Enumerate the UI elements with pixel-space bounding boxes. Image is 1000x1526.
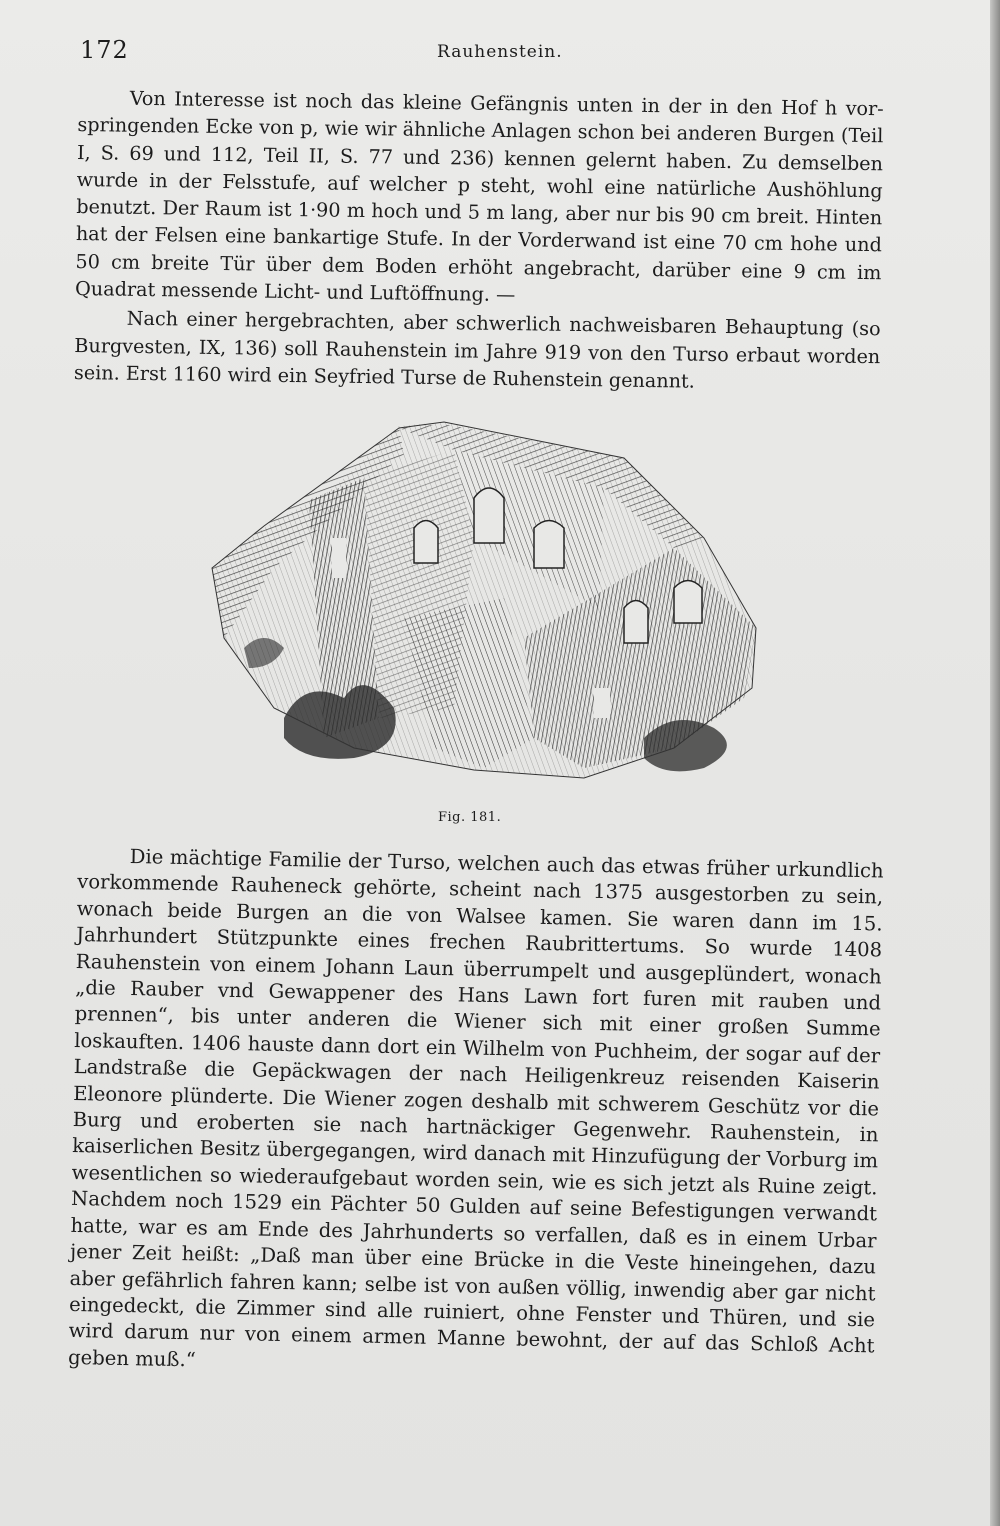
lower-text-block [68,843,884,1387]
paragraph-turso-history: Die mächtige Familie der Turso, welchen auch das etwas früher urkundlich vorkommende Rauheneck gehörte, scheint nach 1375 ausgestorben zu sein, wonach beide Burgen an die von Walsee kamen. Sie waren dann im 15. Jahrhundert Stützpunkte eines frechen Raubrittertums. So wurde 1408 Rauhenstein von einem Johann Laun überrumpelt und ausgeplündert, wonach „die Rauber vnd Gewappener des Hans Lawn fort furen mit rauben und prennen“, bis unter anderen die Wiener sich mit einer großen Summe loskauften. 1406 hauste dann dort ein Wilhelm von Puchheim, der sogar auf der Landstraße die Gepäckwagen der nach Heiligenkreuz reisenden Kaiserin Eleonore plünderte. Die Wiener zogen deshalb mit schwerem Geschütz vor die Burg und eroberten sie nach hartnäckiger Gegenwehr. Rauhenstein, in kaiserlichen Besitz übergegangen, wird danach mit Hinzufügung der Vorburg im wesentlichen so wiederaufgebaut worden sein, wie es sich jetzt als Ruine zeigt. Nachdem noch 1529 ein Pächter 50 Gulden auf seine Befestigungen verwandt hatte, war es am Ende des Jahrhunderts so verfallen, daß es in einem Urbar jener Zeit heißt: „Daß man über eine Brücke in die Veste hineingehen, dazu aber gefährlich fahren kann; selbe ist von außen völlig, inwendig aber gar nicht eingedeckt, die Zimmer sind alle ruiniert, ohne Fenster und Thüren, und sie wird darum nur von einem armen Manne bewohnt, der auf das Schloß Acht geben muß.“ [67,844,884,1372]
figure-caption: Fig. 181. [438,810,502,825]
upper-text-block [74,84,884,397]
paragraph-prison: Von Interesse ist noch das kleine Gefängnis unten in der in den Hof h vorspringenden Ecke von p, wie wir ähnliche Anlagen schon bei anderen Burgen (Teil I, S. 69 und 112, Teil II, S. 77 und 236) kennen gelernt haben. Zu demselben wurde in der Felsstufe, auf welcher p steht, wohl eine natürliche Aushöhlung benutzt. Der Raum ist 1·90 m hoch und 5 m lang, aber nur bis 90 cm breit. Hinten hat der Felsen eine bankartige Stufe. In der Vorderwand ist eine 70 cm hohe und 50 cm breite Tür über dem Boden erhöht angebracht, darüber eine 9 cm im Quadrat messende Licht- und Luftöffnung. — [74,86,884,307]
figure-castle-ruin-illustration [204,418,760,790]
running-title: Rauhenstein. [437,42,563,62]
paragraph-founding: Nach einer hergebrachten, aber schwerlich nachweisbaren Behauptung (so Burgvesten, IX, 136) soll Rauhenstein im Jahre 919 von den Turso erbaut worden sein. Erst 1160 wird ein Seyfried Turse de Ruhenstein genannt. [73,307,881,393]
page-edge [990,0,1000,1526]
page-number: 172 [80,36,129,64]
castle-ruin-drawing [204,418,760,790]
